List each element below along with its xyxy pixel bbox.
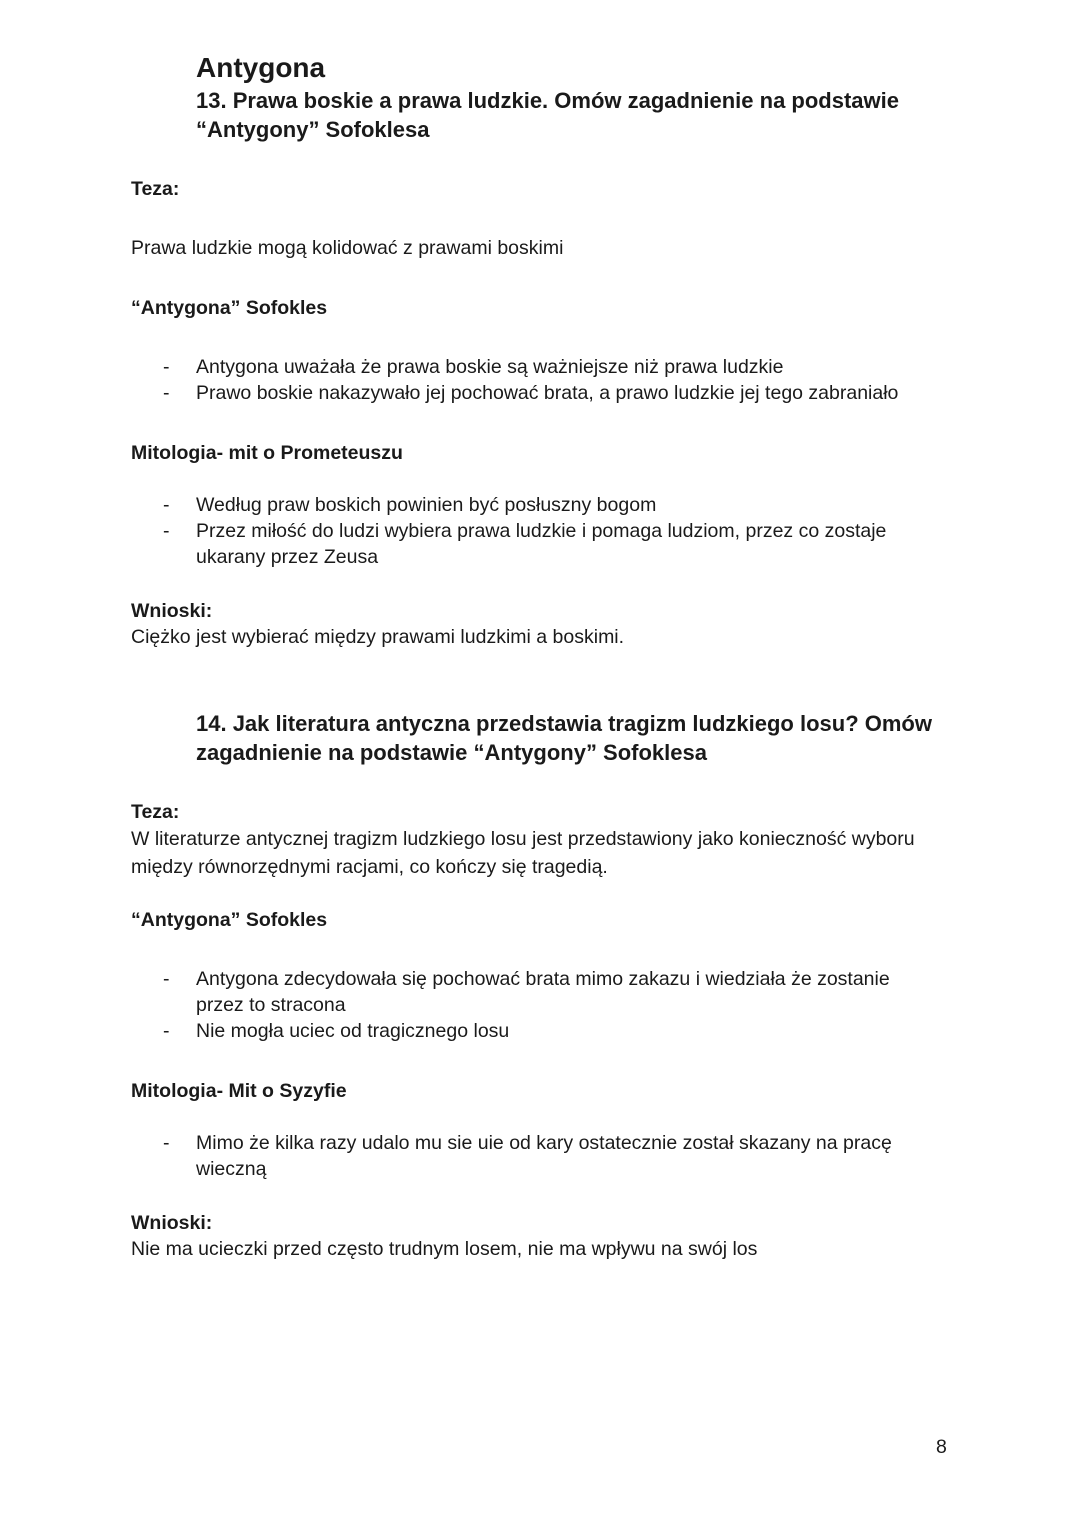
list-item: - Przez miłość do ludzi wybiera prawa ludzkie i pomaga ludziom, przez co zostaje ukarany przez Zeusa [160,518,940,570]
section-14-heading: 14. Jak literatura antyczna przedstawia tragizm ludzkiego losu? Omów zagadnienie na podstawie “Antygony” Sofoklesa [196,711,932,765]
list-item: - Antygona zdecydowała się pochować brata mimo zakazu i wiedziała że zostanie przez to stracona [160,966,940,1018]
section-14-example-2-title: Mitologia- Mit o Syzyfie [131,1080,347,1102]
list-item: - Według praw boskich powinien być posłuszny bogom [160,492,940,518]
section-13-thesis-text: Prawa ludzkie mogą kolidować z prawami boskimi [131,237,564,259]
page-number: 8 [936,1436,947,1458]
list-item: - Prawo boskie nakazywało jej pochować brata, a prawo ludzkie jej tego zabraniało [160,380,940,406]
section-13-thesis-label: Teza: [131,178,180,200]
section-14-example-1-title: “Antygona” Sofokles [131,909,328,931]
section-13-conclusion-text: Ciężko jest wybierać między prawami ludzkimi a boskimi. [131,626,625,648]
list-item: - Antygona uważała że prawa boskie są ważniejsze niż prawa ludzkie [160,354,940,380]
section-13-example-2-title: Mitologia- mit o Prometeuszu [131,442,403,464]
section-14-thesis-label: Teza: [131,801,180,823]
section-14-example-1-list [160,966,940,1044]
section-13-conclusion-label: Wnioski: [131,600,213,622]
section-13-example-1-title: “Antygona” Sofokles [131,297,328,319]
section-13-example-2-list [160,492,940,570]
section-13-example-1-list [160,354,940,406]
section-13-heading: 13. Prawa boskie a prawa ludzkie. Omów zagadnienie na podstawie “Antygony” Sofoklesa [196,88,900,142]
section-14-thesis-text: W literaturze antycznej tragizm ludzkiego losu jest przedstawiony jako konieczność wyboru między równorzędnymi racjami, co kończy się tragedią. [131,828,915,878]
list-item: - Nie mogła uciec od tragicznego losu [160,1018,940,1044]
section-14-conclusion-label: Wnioski: [131,1212,213,1234]
page-title: Antygona [196,52,326,83]
list-item: - Mimo że kilka razy udalo mu sie uie od kary ostatecznie został skazany na pracę wieczną [160,1130,940,1182]
section-14-conclusion-text: Nie ma ucieczki przed często trudnym losem, nie ma wpływu na swój los [131,1238,758,1260]
section-14-example-2-list [160,1130,940,1182]
